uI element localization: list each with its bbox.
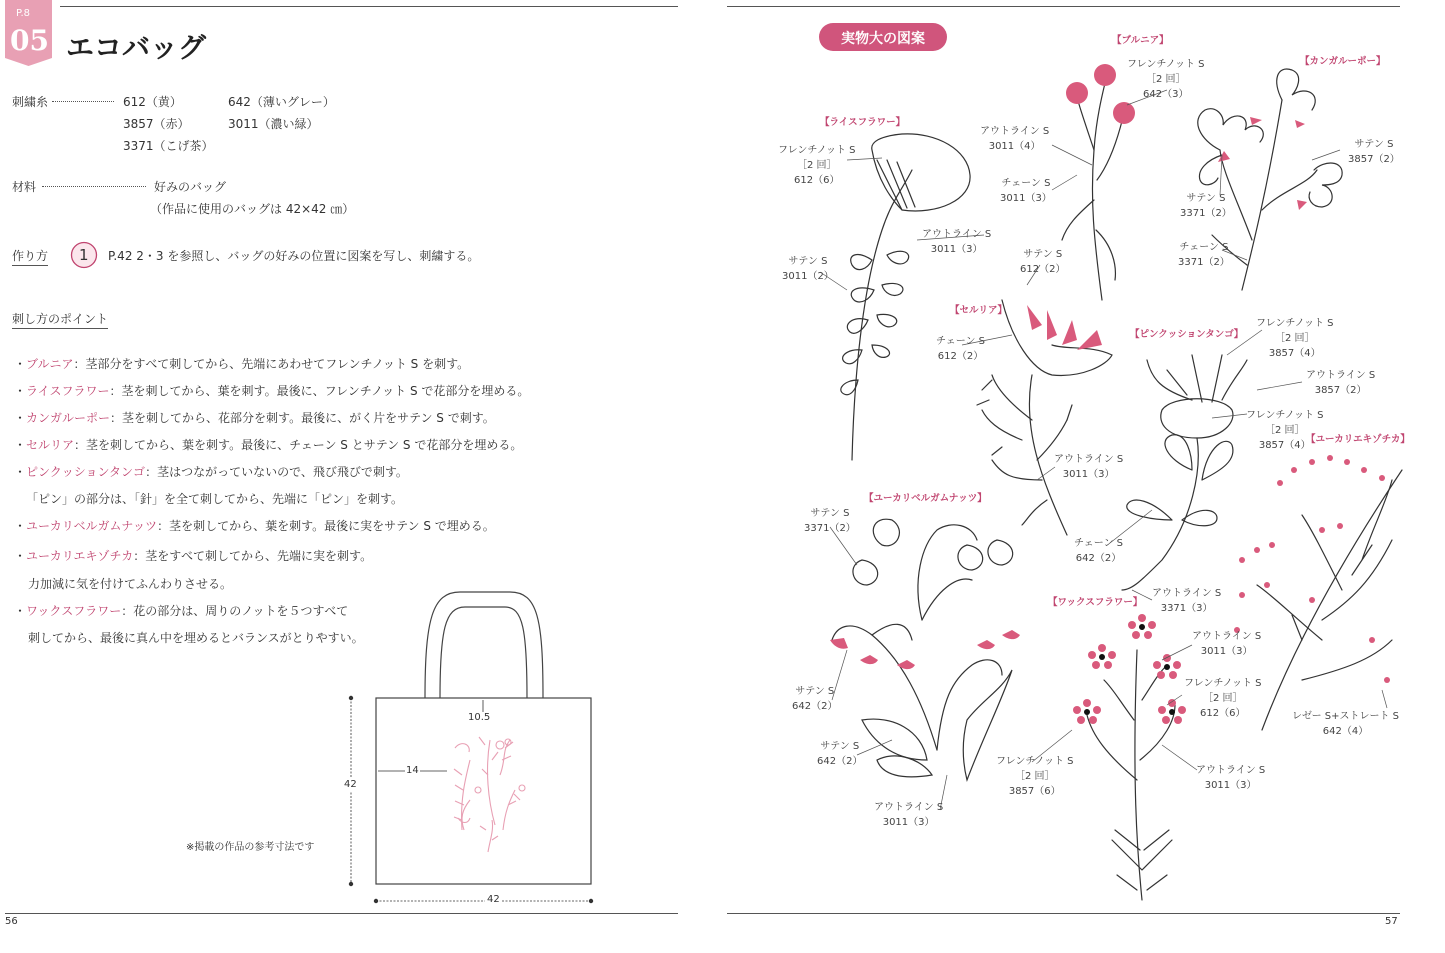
stitch-label: フレンチノット S ［2 回］ 3857（6） [996,756,1074,797]
right-page [722,0,1445,953]
point-text: ：花の部分は、周りのノットを５つすべて [121,604,349,618]
material-note: （作品に使用のバッグは 42×42 ㎝） [150,202,355,216]
point-name: ユーカリエキゾチカ [26,549,134,563]
dim-side: 14 [406,765,419,776]
page-title: エコバッグ [66,31,207,64]
stitch-label: レゼー S+ストレート S 642（4） [1292,711,1400,737]
point-text: ：茎をすべて刺してから、先端に実を刺す。 [133,549,373,563]
dim-height: 42 [344,779,357,790]
stitch-label: アウトライン S 3011（3） [1054,454,1124,480]
stitch-label: サテン S 642（2） [792,686,838,712]
flower-name-bellgum: 【ユーカリベルガムナッツ】 [864,493,987,504]
flower-name-waxflower: 【ワックスフラワー】 [1048,597,1143,608]
stitch-label: アウトライン S 3857（2） [1306,370,1376,396]
stitch-label: サテン S 3371（2） [804,508,856,534]
point-text: ：茎を刺してから、葉を刺す。最後に実をサテン S で埋める。 [157,519,495,533]
title-pill-text: 実物大の図案 [841,31,925,47]
point-row: ・ユーカリエキゾチカ：茎をすべて刺してから、先端に実を刺す。 [14,549,373,563]
stitch-label: チェーン S 612（2） [936,336,986,362]
stitch-label: アウトライン S 3011（3） [874,802,944,828]
point-continuation: 刺してから、最後に真ん中を埋めるとバランスがとりやすい。 [28,631,364,645]
dim-top: 10.5 [468,712,491,723]
flower-name-pincushion: 【ピンクッションタンゴ】 [1130,329,1244,340]
left-page [0,0,700,953]
stitch-label: フレンチノット S ［2 回］ 3857（4） [1246,410,1324,451]
point-row: ・ライスフラワー：茎を刺してから、葉を刺す。最後に、フレンチノット S で花部分を埋める。 [14,384,530,398]
badge-page: P.8 [16,8,31,19]
thread-label: 刺繍糸 [12,95,49,109]
stitch-label: アウトライン S 3011（3） [922,229,992,255]
point-text: ：茎を刺してから、葉を刺す。最後に、フレンチノット S で花部分を埋める。 [109,384,530,398]
step-text: P.42 2・3 を参照し、バッグの好みの位置に図案を写し、刺繍する。 [108,249,480,263]
thread-642: 642（薄いグレー） [228,95,335,109]
step-number: 1 [79,246,89,264]
stitch-label: アウトライン S 3371（3） [1152,588,1222,614]
point-text: ：茎を刺してから、花部分を刺す。最後に、がく片をサテン S で刺す。 [110,411,495,425]
point-name: セルリア [26,438,75,452]
stitch-label: チェーン S 3371（2） [1178,242,1230,268]
stitch-label: フレンチノット S ［2 回］ 612（6） [1184,678,1262,719]
stitch-label: チェーン S 3011（3） [1000,178,1052,204]
point-row: ・ワックスフラワー：花の部分は、周りのノットを５つすべて [14,604,349,618]
bag-note: ※掲載の作品の参考寸法です [186,842,315,853]
point-text: ：茎はつながっていないので、飛び飛びで刺す。 [145,465,408,479]
point-name: カンガルーポー [26,411,111,425]
material-label: 材料 [12,180,37,194]
points-title: 刺し方のポイント [12,310,108,329]
flower-name-serruria: 【セルリア】 [950,305,1008,316]
point-row: ・カンガルーポー：茎を刺してから、花部分を刺す。最後に、がく片をサテン S で刺す。 [14,411,495,425]
badge-number: 05 [10,24,49,57]
point-name: ライスフラワー [26,384,110,398]
point-continuation: 力加減に気を付けてふんわりさせる。 [28,577,233,591]
stitch-label: フレンチノット S ［2 回］ 642（3） [1127,59,1205,100]
stitch-label: サテン S 612（2） [1020,249,1066,275]
flower-name-kangaroo-paw: 【カンガルーポー】 [1300,56,1386,67]
thread-3011: 3011（濃い緑） [228,117,319,131]
page-number: 57 [1385,916,1398,927]
point-row: ・ピンクッションタンゴ：茎はつながっていないので、飛び飛びで刺す。 [14,465,408,479]
point-text: ：茎を刺してから、葉を刺す。最後に、チェーン S とサテン S で花部分を埋める。 [74,438,523,452]
stitch-label: フレンチノット S ［2 回］ 612（6） [778,145,856,186]
point-row: ・ブルニア：茎部分をすべて刺してから、先端にあわせてフレンチノット S を刺す。 [14,357,470,371]
flower-name-eucalyptus-exotica: 【ユーカリエキゾチカ】 [1306,434,1410,445]
stitch-label: フレンチノット S ［2 回］ 3857（4） [1256,318,1334,359]
howto-label: 作り方 [12,247,48,266]
thread-3857: 3857（赤） [123,117,190,131]
point-continuation: 「ピン」の部分は、「針」を全て刺してから、先端に「ピン」を刺す。 [26,492,404,506]
bottom-rule [5,913,678,914]
stitch-label: アウトライン S 3011（3） [1192,631,1262,657]
stitch-label: アウトライン S 3011（4） [980,126,1050,152]
stitch-label: チェーン S 642（2） [1074,538,1124,564]
point-row: ・ユーカリベルガムナッツ：茎を刺してから、葉を刺す。最後に実をサテン S で埋める。 [14,519,495,533]
flower-name-rice-flower: 【ライスフラワー】 [820,117,906,128]
stitch-label: アウトライン S 3011（3） [1196,765,1266,791]
point-name: ユーカリベルガムナッツ [26,519,158,533]
point-text: ：茎部分をすべて刺してから、先端にあわせてフレンチノット S を刺す。 [73,357,470,371]
point-name: ワックスフラワー [26,604,122,618]
stitch-label: サテン S 3857（2） [1348,139,1400,165]
point-name: ピンクッションタンゴ [26,465,146,479]
flower-name-brunia: 【ブルニア】 [1112,35,1169,46]
thread-3371: 3371（こげ茶） [123,139,214,153]
stitch-label: サテン S 3371（2） [1180,193,1232,219]
material-value: 好みのバッグ [154,180,227,194]
stitch-label: サテン S 3011（2） [782,256,834,282]
page-number: 56 [5,916,18,927]
point-row: ・セルリア：茎を刺してから、葉を刺す。最後に、チェーン S とサテン S で花部分を埋める。 [14,438,523,452]
stitch-label: サテン S 642（2） [817,741,863,767]
point-name: ブルニア [26,357,74,371]
bag-illustration [0,0,700,953]
bottom-rule [727,913,1400,914]
dim-width: 42 [487,894,500,905]
thread-612: 612（黄） [123,95,182,109]
